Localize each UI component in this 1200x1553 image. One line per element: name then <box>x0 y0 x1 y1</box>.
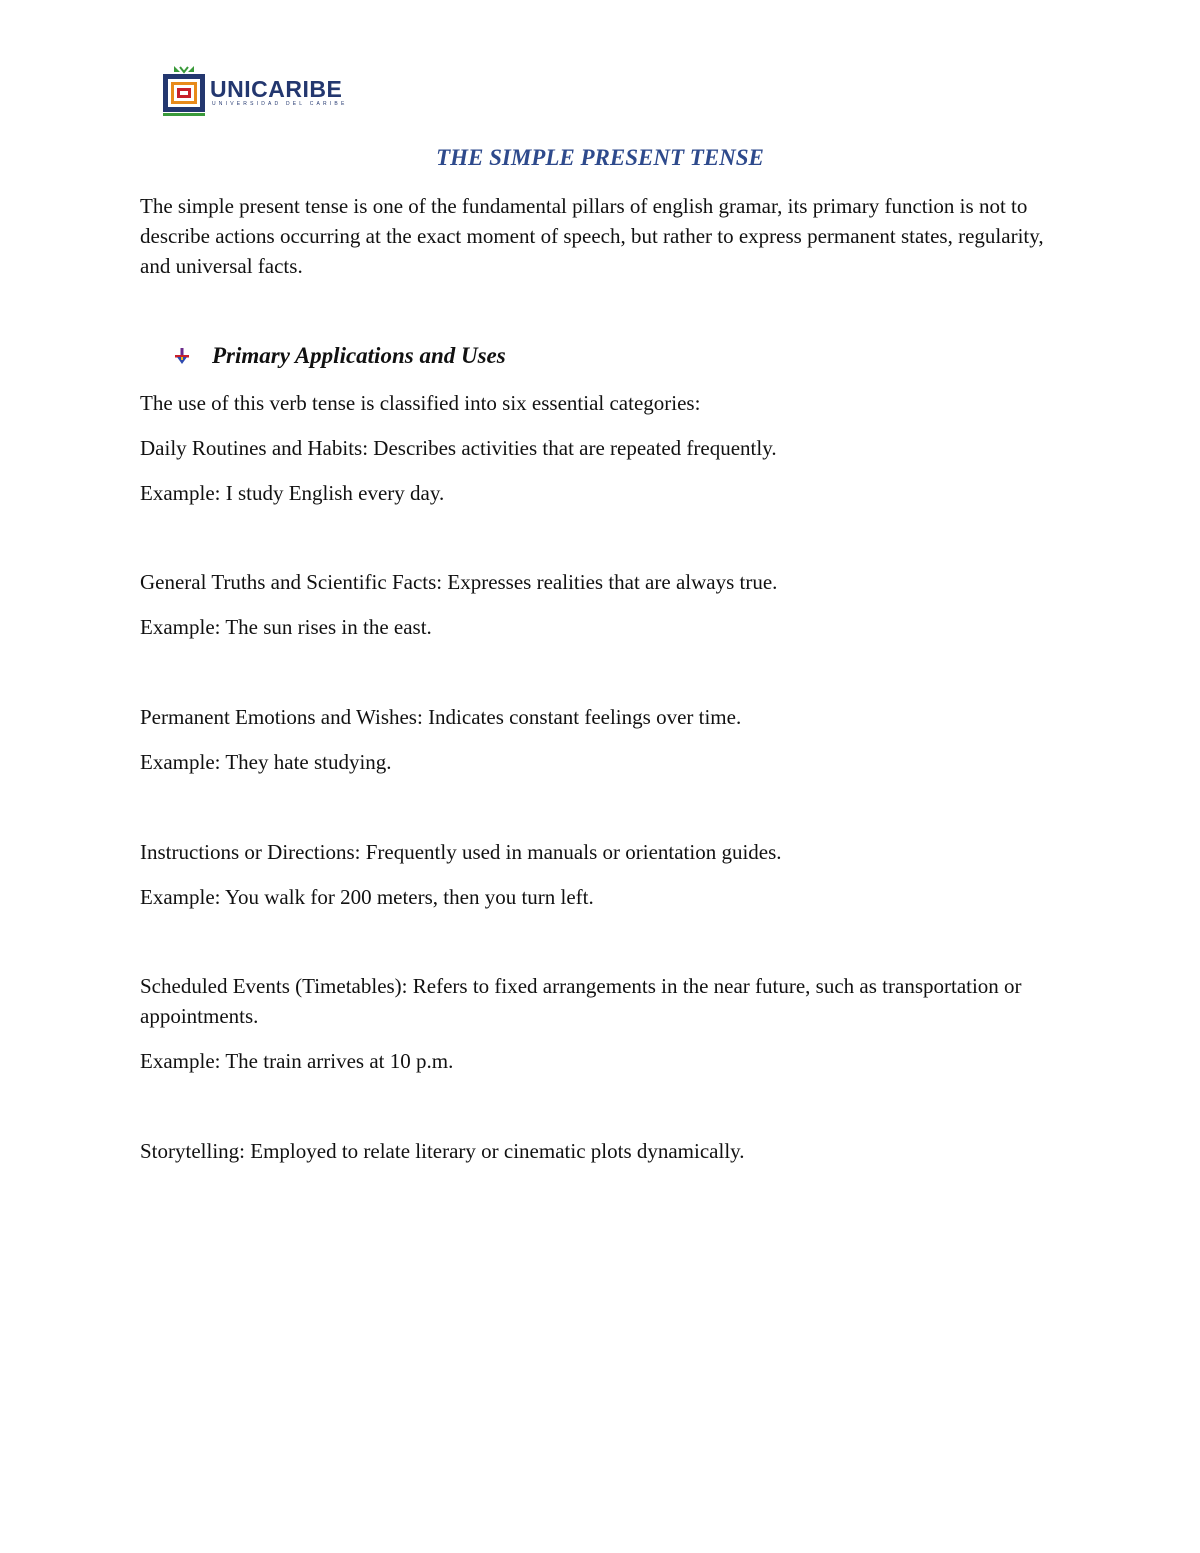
document-title: THE SIMPLE PRESENT TENSE <box>436 145 764 170</box>
category-example: Example: The sun rises in the east. <box>140 615 432 639</box>
category-description: Storytelling: Employed to relate literary or cinematic plots dynamically. <box>140 1139 745 1163</box>
unicaribe-emblem-icon <box>160 64 208 118</box>
unicaribe-logo <box>160 64 360 118</box>
section-heading: Primary Applications and Uses <box>212 343 506 368</box>
category-description: Scheduled Events (Timetables): Refers to fixed arrangements in the near future, such as transportation or appointments. <box>140 974 1022 1028</box>
section-heading-row <box>172 340 506 372</box>
category-description: Permanent Emotions and Wishes: Indicates constant feelings over time. <box>140 705 742 729</box>
section-lead: The use of this verb tense is classified into six essential categories: <box>140 391 701 415</box>
category-description: General Truths and Scientific Facts: Expresses realities that are always true. <box>140 570 778 594</box>
category-description: Daily Routines and Habits: Describes activities that are repeated frequently. <box>140 436 777 460</box>
logo-wordmark: UNICARIBE <box>210 76 343 102</box>
category-example: Example: I study English every day. <box>140 481 445 505</box>
intro-paragraph: The simple present tense is one of the fundamental pillars of english gramar, its primary function is not to describe actions occurring at the exact moment of speech, but rather to express permanent states, regularity, and universal facts. <box>140 194 1044 278</box>
logo-tagline: UNIVERSIDAD DEL CARIBE <box>212 101 348 107</box>
category-example: Example: You walk for 200 meters, then you turn left. <box>140 885 594 909</box>
category-description: Instructions or Directions: Frequently used in manuals or orientation guides. <box>140 840 782 864</box>
category-example: Example: They hate studying. <box>140 750 392 774</box>
arrow-down-bullet-icon <box>172 346 192 366</box>
category-example: Example: The train arrives at 10 p.m. <box>140 1049 454 1073</box>
